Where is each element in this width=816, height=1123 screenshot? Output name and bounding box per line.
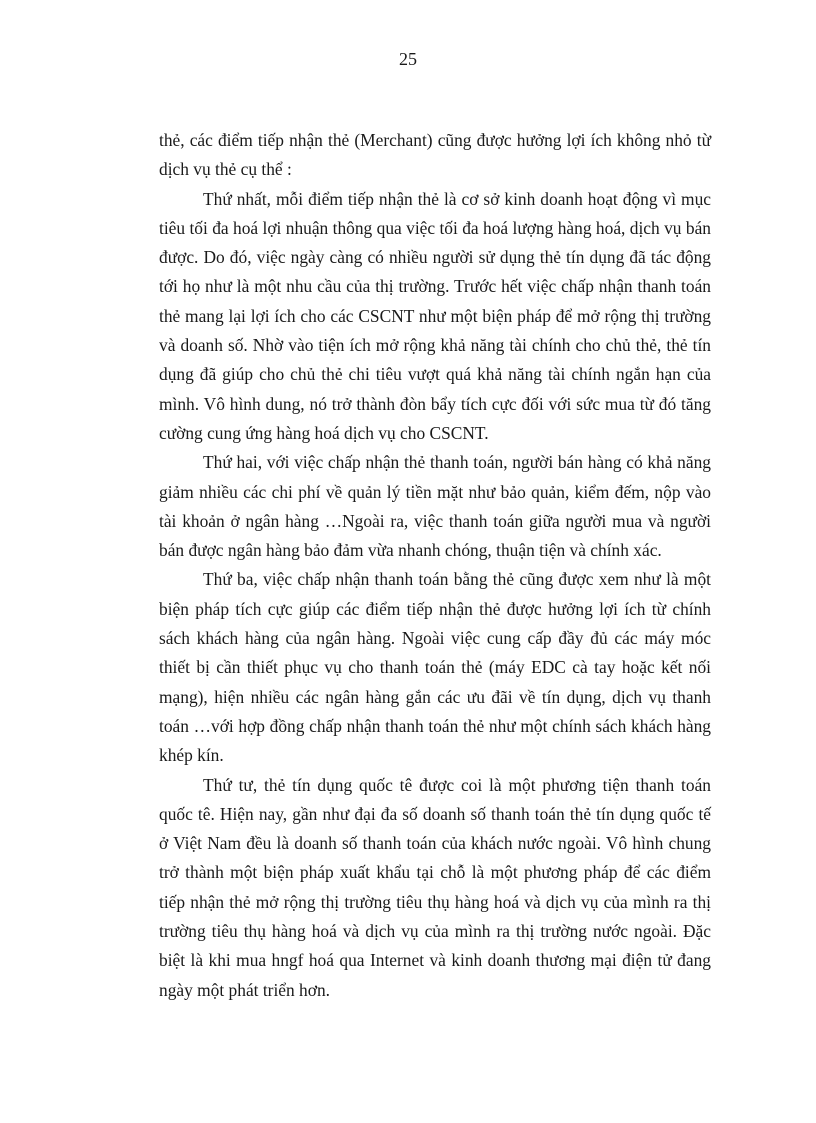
page-number: 25	[399, 49, 417, 69]
paragraph-third-benefit: Thứ ba, việc chấp nhận thanh toán bằng thẻ cũng được xem như là một biện pháp tích cực giúp các điểm tiếp nhận thẻ được hưởng lợi ích từ chính sách khách hàng của ngân hàng. Ngoài việc cung cấp đầy đủ các máy móc thiết bị cần thiết phục vụ cho thanh toán thẻ (máy EDC cà tay hoặc kết nối mạng), hiện nhiều các ngân hàng gắn các ưu đãi về tín dụng, dịch vụ thanh toán …với hợp đồng chấp nhận thanh toán thẻ như một chính sách khách hàng khép kín.	[159, 569, 711, 766]
document-body	[159, 126, 711, 1005]
paragraph-fourth-benefit: Thứ tư, thẻ tín dụng quốc tê được coi là một phương tiện thanh toán quốc tê. Hiện nay, gần như đại đa số doanh số thanh toán thẻ tín dụng quốc tế ở Việt Nam đều là doanh số thanh toán của khách nước ngoài. Vô hình chung trở thành một biện pháp xuất khẩu tại chỗ là một phương pháp để các điểm tiếp nhận thẻ mở rộng thị trường tiêu thụ hàng hoá và dịch vụ của mình ra thị trường tiêu thụ hàng hoá và dịch vụ của mình ra thị trường nước ngoài. Đặc biệt là khi mua hngf hoá qua Internet và kinh doanh thương mại điện tử đang ngày một phát triển hơn.	[159, 774, 711, 1000]
paragraph-first-benefit: Thứ nhất, mỗi điểm tiếp nhận thẻ là cơ sở kinh doanh hoạt động vì mục tiêu tối đa hoá lợi nhuận thông qua việc tối đa hoá lượng hàng hoá, dịch vụ bán được. Do đó, việc ngày càng có nhiều người sử dụng thẻ tín dụng đã tác động tới họ như là một nhu cầu của thị trường. Trước hết việc chấp nhận thanh toán thẻ mang lại lợi ích cho các CSCNT như một biện pháp để mở rộng thị trường và doanh số. Nhờ vào tiện ích mở rộng khả năng tài chính cho chủ thẻ, thẻ tín dụng đã giúp cho chủ thẻ chi tiêu vượt quá khả năng tài chính ngắn hạn của mình. Vô hình dung, nó trở thành đòn bẩy tích cực đối với sức mua từ đó tăng cường cung ứng hàng hoá dịch vụ cho CSCNT.	[159, 188, 711, 443]
paragraph-continuation: thẻ, các điểm tiếp nhận thẻ (Merchant) cũng được hưởng lợi ích không nhỏ từ dịch vụ thẻ cụ thể :	[159, 130, 711, 180]
paragraph-second-benefit: Thứ hai, với việc chấp nhận thẻ thanh toán, người bán hàng có khả năng giảm nhiều các chi phí về quản lý tiền mặt như bảo quản, kiểm đếm, nộp vào tài khoản ở ngân hàng …Ngoài ra, việc thanh toán giữa người mua và người bán được ngân hàng bảo đảm vừa nhanh chóng, thuận tiện và chính xác.	[159, 452, 711, 561]
